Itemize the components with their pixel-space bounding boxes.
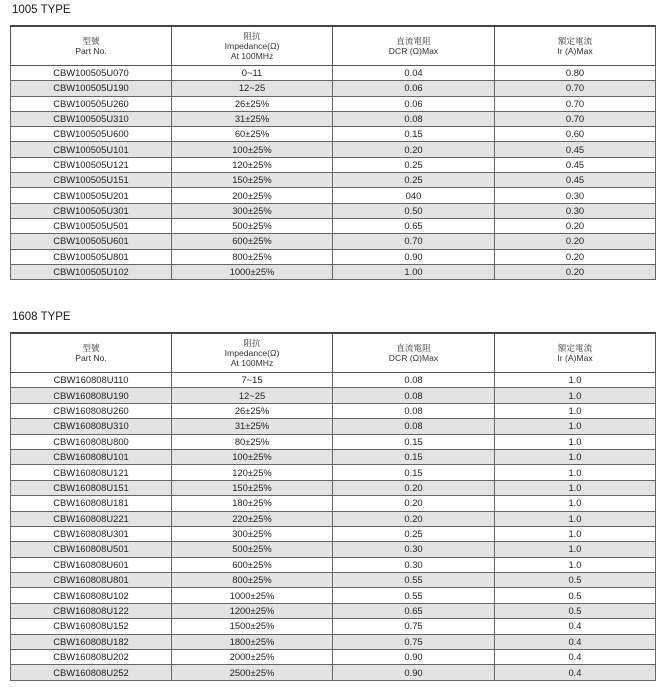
header-current	[495, 26, 656, 66]
part-no-cell: CBW100505U101	[11, 142, 172, 157]
part-no-cell: CBW160808U800	[11, 434, 172, 449]
impedance-cell: 80±25%	[172, 434, 333, 449]
current-cell: 0.70	[495, 81, 656, 96]
table-body-1608	[11, 373, 656, 681]
dcr-cell: 0.30	[333, 557, 495, 572]
part-no-cell: CBW100505U070	[11, 66, 172, 81]
impedance-cell: 1500±25%	[172, 619, 333, 634]
table-row	[11, 173, 656, 188]
dcr-cell: 0.25	[333, 173, 495, 188]
part-no-cell: CBW160808U601	[11, 557, 172, 572]
header-dcr-en: DCR (Ω)Max	[388, 46, 439, 56]
header-dcr-cn: 直流電阻	[396, 343, 431, 353]
current-cell: 1.0	[495, 449, 656, 464]
impedance-cell: 100±25%	[172, 449, 333, 464]
dcr-cell: 0.25	[333, 157, 495, 172]
dcr-cell: 0.90	[333, 665, 495, 680]
current-cell: 0.60	[495, 127, 656, 142]
table-row	[11, 419, 656, 434]
table-body-1005	[11, 66, 656, 280]
current-cell: 1.0	[495, 419, 656, 434]
part-no-cell: CBW160808U121	[11, 465, 172, 480]
impedance-cell: 300±25%	[172, 203, 333, 218]
impedance-cell: 12~25	[172, 81, 333, 96]
table-row	[11, 142, 656, 157]
dcr-cell: 0.90	[333, 249, 495, 264]
table-row	[11, 496, 656, 511]
impedance-cell: 12~25	[172, 388, 333, 403]
table-row	[11, 603, 656, 618]
impedance-cell: 26±25%	[172, 96, 333, 111]
part-no-cell: CBW160808U202	[11, 650, 172, 665]
part-no-cell: CBW100505U201	[11, 188, 172, 203]
table-row	[11, 388, 656, 403]
part-no-cell: CBW160808U110	[11, 373, 172, 388]
header-dcr	[333, 26, 495, 66]
dcr-cell: 0.08	[333, 373, 495, 388]
impedance-cell: 100±25%	[172, 142, 333, 157]
table-header-row	[11, 333, 656, 373]
section-title-1005: 1005 TYPE	[12, 4, 71, 16]
part-no-cell: CBW100505U501	[11, 218, 172, 233]
impedance-cell: 120±25%	[172, 157, 333, 172]
current-cell: 1.0	[495, 542, 656, 557]
header-part-cn: 型號	[82, 36, 100, 46]
part-no-cell: CBW160808U260	[11, 403, 172, 418]
part-no-cell: CBW100505U260	[11, 96, 172, 111]
impedance-cell: 31±25%	[172, 419, 333, 434]
dcr-cell: 0.65	[333, 218, 495, 233]
table-row	[11, 634, 656, 649]
impedance-cell: 220±25%	[172, 511, 333, 526]
current-cell: 0.70	[495, 96, 656, 111]
impedance-cell: 26±25%	[172, 403, 333, 418]
table-row	[11, 111, 656, 126]
impedance-cell: 300±25%	[172, 526, 333, 541]
part-no-cell: CBW160808U181	[11, 496, 172, 511]
current-cell: 1.0	[495, 465, 656, 480]
header-impedance-cn: 阻抗	[243, 338, 261, 348]
header-part-no	[11, 333, 172, 373]
impedance-cell: 1000±25%	[172, 588, 333, 603]
table-row	[11, 188, 656, 203]
part-no-cell: CBW160808U221	[11, 511, 172, 526]
header-dcr-cn: 直流電阻	[396, 36, 431, 46]
dcr-cell: 0.75	[333, 619, 495, 634]
dcr-cell: 0.25	[333, 526, 495, 541]
current-cell: 0.5	[495, 603, 656, 618]
current-cell: 0.20	[495, 264, 656, 279]
table-row	[11, 480, 656, 495]
table-row	[11, 650, 656, 665]
impedance-cell: 500±25%	[172, 218, 333, 233]
impedance-cell: 60±25%	[172, 127, 333, 142]
section-title-1608: 1608 TYPE	[12, 311, 71, 323]
header-impedance-sub: At 100MHz	[230, 51, 274, 61]
dcr-cell: 0.06	[333, 81, 495, 96]
table-row	[11, 96, 656, 111]
current-cell: 0.30	[495, 188, 656, 203]
dcr-cell: 0.20	[333, 142, 495, 157]
header-impedance-en: Impedance(Ω)	[224, 348, 280, 358]
current-cell: 0.45	[495, 157, 656, 172]
impedance-cell: 200±25%	[172, 188, 333, 203]
impedance-cell: 800±25%	[172, 573, 333, 588]
part-no-cell: CBW100505U301	[11, 203, 172, 218]
impedance-cell: 600±25%	[172, 234, 333, 249]
table-row	[11, 573, 656, 588]
current-cell: 0.80	[495, 66, 656, 81]
current-cell: 0.30	[495, 203, 656, 218]
dcr-cell: 0.08	[333, 403, 495, 418]
spec-table-1608	[10, 332, 656, 681]
impedance-cell: 120±25%	[172, 465, 333, 480]
header-part-cn: 型號	[82, 343, 100, 353]
header-current-cn: 額定電流	[557, 36, 593, 46]
part-no-cell: CBW160808U310	[11, 419, 172, 434]
header-impedance-cn: 阻抗	[243, 31, 261, 41]
dcr-cell: 0.55	[333, 573, 495, 588]
spec-table-1005	[10, 25, 656, 280]
impedance-cell: 800±25%	[172, 249, 333, 264]
table-row	[11, 434, 656, 449]
table-row	[11, 449, 656, 464]
impedance-cell: 1200±25%	[172, 603, 333, 618]
table-row	[11, 249, 656, 264]
dcr-cell: 0.50	[333, 203, 495, 218]
dcr-cell: 0.20	[333, 480, 495, 495]
current-cell: 1.0	[495, 511, 656, 526]
part-no-cell: CBW100505U601	[11, 234, 172, 249]
impedance-cell: 500±25%	[172, 542, 333, 557]
current-cell: 1.0	[495, 373, 656, 388]
part-no-cell: CBW160808U151	[11, 480, 172, 495]
current-cell: 1.0	[495, 480, 656, 495]
dcr-cell: 0.08	[333, 388, 495, 403]
part-no-cell: CBW100505U102	[11, 264, 172, 279]
table-row	[11, 619, 656, 634]
dcr-cell: 0.15	[333, 434, 495, 449]
table-row	[11, 127, 656, 142]
table-row	[11, 373, 656, 388]
dcr-cell: 0.70	[333, 234, 495, 249]
dcr-cell: 0.08	[333, 111, 495, 126]
impedance-cell: 150±25%	[172, 480, 333, 495]
table-row	[11, 81, 656, 96]
table-row	[11, 234, 656, 249]
impedance-cell: 2000±25%	[172, 650, 333, 665]
part-no-cell: CBW160808U501	[11, 542, 172, 557]
current-cell: 0.4	[495, 634, 656, 649]
header-part-en: Part No.	[75, 353, 107, 363]
header-part-en: Part No.	[75, 46, 107, 56]
table-row	[11, 403, 656, 418]
table-header-row	[11, 26, 656, 66]
current-cell: 0.20	[495, 249, 656, 264]
part-no-cell: CBW160808U252	[11, 665, 172, 680]
dcr-cell: 0.04	[333, 66, 495, 81]
current-cell: 0.4	[495, 619, 656, 634]
table-row	[11, 557, 656, 572]
dcr-cell: 0.20	[333, 511, 495, 526]
header-current-en: Ir (A)Max	[557, 353, 593, 363]
part-no-cell: CBW100505U310	[11, 111, 172, 126]
table-row	[11, 465, 656, 480]
part-no-cell: CBW160808U301	[11, 526, 172, 541]
table-row	[11, 157, 656, 172]
table-row	[11, 526, 656, 541]
table-row	[11, 203, 656, 218]
current-cell: 0.5	[495, 588, 656, 603]
part-no-cell: CBW160808U152	[11, 619, 172, 634]
impedance-cell: 180±25%	[172, 496, 333, 511]
current-cell: 0.20	[495, 218, 656, 233]
table-row	[11, 66, 656, 81]
current-cell: 1.0	[495, 434, 656, 449]
dcr-cell: 0.15	[333, 449, 495, 464]
current-cell: 0.4	[495, 650, 656, 665]
dcr-cell: 0.55	[333, 588, 495, 603]
impedance-cell: 150±25%	[172, 173, 333, 188]
current-cell: 0.45	[495, 173, 656, 188]
header-dcr-en: DCR (Ω)Max	[388, 353, 439, 363]
part-no-cell: CBW160808U102	[11, 588, 172, 603]
current-cell: 0.45	[495, 142, 656, 157]
header-impedance	[172, 26, 333, 66]
table-row	[11, 511, 656, 526]
table-row	[11, 218, 656, 233]
dcr-cell: 0.15	[333, 465, 495, 480]
table-row	[11, 665, 656, 680]
table-row	[11, 264, 656, 279]
part-no-cell: CBW100505U600	[11, 127, 172, 142]
dcr-cell: 0.20	[333, 496, 495, 511]
part-no-cell: CBW100505U121	[11, 157, 172, 172]
dcr-cell: 0.75	[333, 634, 495, 649]
dcr-cell: 0.90	[333, 650, 495, 665]
header-dcr	[333, 333, 495, 373]
impedance-cell: 2500±25%	[172, 665, 333, 680]
dcr-cell: 040	[333, 188, 495, 203]
dcr-cell: 0.30	[333, 542, 495, 557]
header-impedance-en: Impedance(Ω)	[224, 41, 280, 51]
current-cell: 0.4	[495, 665, 656, 680]
part-no-cell: CBW160808U801	[11, 573, 172, 588]
current-cell: 0.5	[495, 573, 656, 588]
dcr-cell: 0.06	[333, 96, 495, 111]
impedance-cell: 1000±25%	[172, 264, 333, 279]
part-no-cell: CBW100505U801	[11, 249, 172, 264]
impedance-cell: 7~15	[172, 373, 333, 388]
current-cell: 0.70	[495, 111, 656, 126]
header-part-no	[11, 26, 172, 66]
current-cell: 1.0	[495, 496, 656, 511]
current-cell: 1.0	[495, 388, 656, 403]
impedance-cell: 600±25%	[172, 557, 333, 572]
impedance-cell: 31±25%	[172, 111, 333, 126]
current-cell: 1.0	[495, 526, 656, 541]
header-current	[495, 333, 656, 373]
part-no-cell: CBW160808U122	[11, 603, 172, 618]
current-cell: 0.20	[495, 234, 656, 249]
dcr-cell: 0.15	[333, 127, 495, 142]
dcr-cell: 0.65	[333, 603, 495, 618]
impedance-cell: 1800±25%	[172, 634, 333, 649]
dcr-cell: 0.08	[333, 419, 495, 434]
table-row	[11, 588, 656, 603]
part-no-cell: CBW100505U151	[11, 173, 172, 188]
part-no-cell: CBW160808U190	[11, 388, 172, 403]
header-impedance	[172, 333, 333, 373]
current-cell: 1.0	[495, 557, 656, 572]
header-current-en: Ir (A)Max	[557, 46, 593, 56]
header-current-cn: 額定電流	[557, 343, 593, 353]
header-impedance-sub: At 100MHz	[230, 358, 274, 368]
part-no-cell: CBW160808U182	[11, 634, 172, 649]
current-cell: 1.0	[495, 403, 656, 418]
part-no-cell: CBW160808U101	[11, 449, 172, 464]
part-no-cell: CBW100505U190	[11, 81, 172, 96]
dcr-cell: 1.00	[333, 264, 495, 279]
table-row	[11, 542, 656, 557]
impedance-cell: 0~11	[172, 66, 333, 81]
